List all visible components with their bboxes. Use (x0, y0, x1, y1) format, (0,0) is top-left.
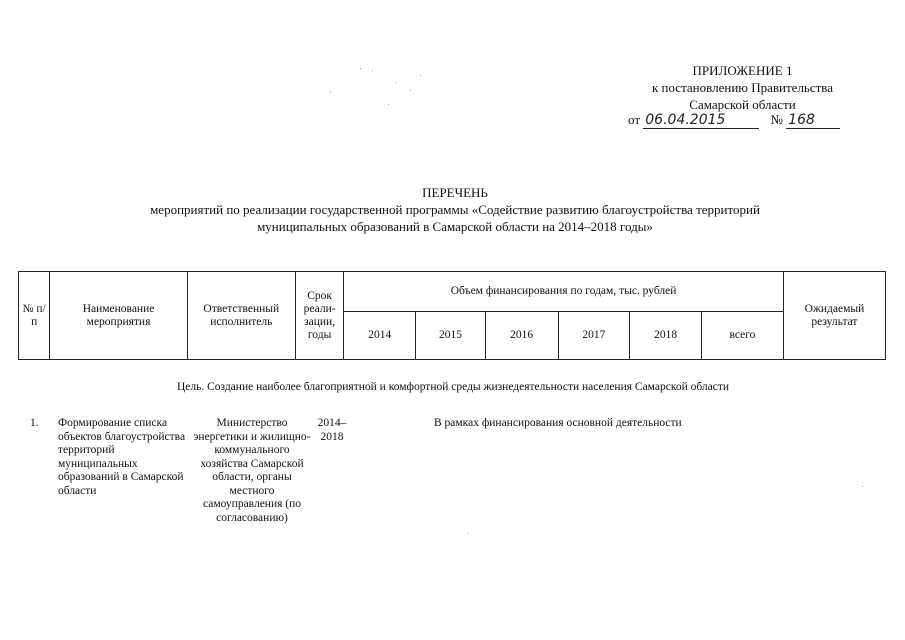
header-term: Срок реали-зации, годы (295, 272, 344, 360)
subtitle-line-2: муниципальных образований в Самарской области на 2014–2018 годы» (257, 219, 653, 234)
scan-speck (395, 82, 396, 83)
scan-speck (360, 68, 361, 69)
scan-speck (372, 70, 373, 71)
handwritten-number: 168 (786, 113, 840, 129)
header-year-2015: 2015 (416, 312, 486, 360)
header-financing: Объем финансирования по годам, тыс. рублей (344, 272, 784, 312)
appendix-line-decree: к постановлению Правительства (651, 80, 834, 95)
header-result: Ожидаемый результат (783, 272, 885, 360)
program-goal: Цель. Создание наиболее благоприятной и комфортной среды жизнедеятельности населения Самарской области (176, 381, 730, 393)
document-subtitle (60, 201, 850, 235)
subtitle-line-1: мероприятий по реализации государственной программы «Содействие развитию благоустройства территорий (150, 202, 760, 217)
scan-speck (420, 75, 421, 76)
scan-speck (330, 92, 331, 93)
handwritten-date: 06.04.2015 (643, 113, 759, 129)
row-1-name: Формирование списка объектов благоустройства территорий муниципальных образований в Самарской области (58, 417, 186, 497)
header-num: № п/п (19, 272, 50, 360)
row-1-num: 1. (30, 417, 39, 429)
header-year-2018: 2018 (630, 312, 702, 360)
header-total: всего (702, 312, 784, 360)
header-executor: Ответственный исполнитель (187, 272, 295, 360)
appendix-header (600, 62, 885, 113)
header-year-2014: 2014 (344, 312, 416, 360)
row-1-executor: Министерство энергетики и жилищно-коммунального хозяйства Самарской области, органы местного самоуправления (по согласованию) (193, 417, 311, 524)
scan-speck (388, 104, 389, 105)
header-year-2017: 2017 (558, 312, 630, 360)
decree-date-line (628, 112, 840, 129)
header-year-2016: 2016 (485, 312, 558, 360)
scan-speck (862, 486, 863, 487)
document-title: ПЕРЕЧЕНЬ (422, 185, 488, 200)
row-1-financing: В рамках финансирования основной деятельности (434, 417, 682, 429)
number-label: № (770, 112, 783, 127)
appendix-title: ПРИЛОЖЕНИЕ 1 (692, 63, 793, 78)
measures-table-header (18, 271, 886, 360)
header-name: Наименование мероприятия (50, 272, 187, 360)
from-label: от (628, 112, 641, 127)
appendix-line-region: Самарской области (689, 97, 796, 112)
row-1-term: 2014–2018 (317, 417, 347, 443)
scan-speck (468, 533, 469, 534)
scan-speck (410, 90, 411, 91)
